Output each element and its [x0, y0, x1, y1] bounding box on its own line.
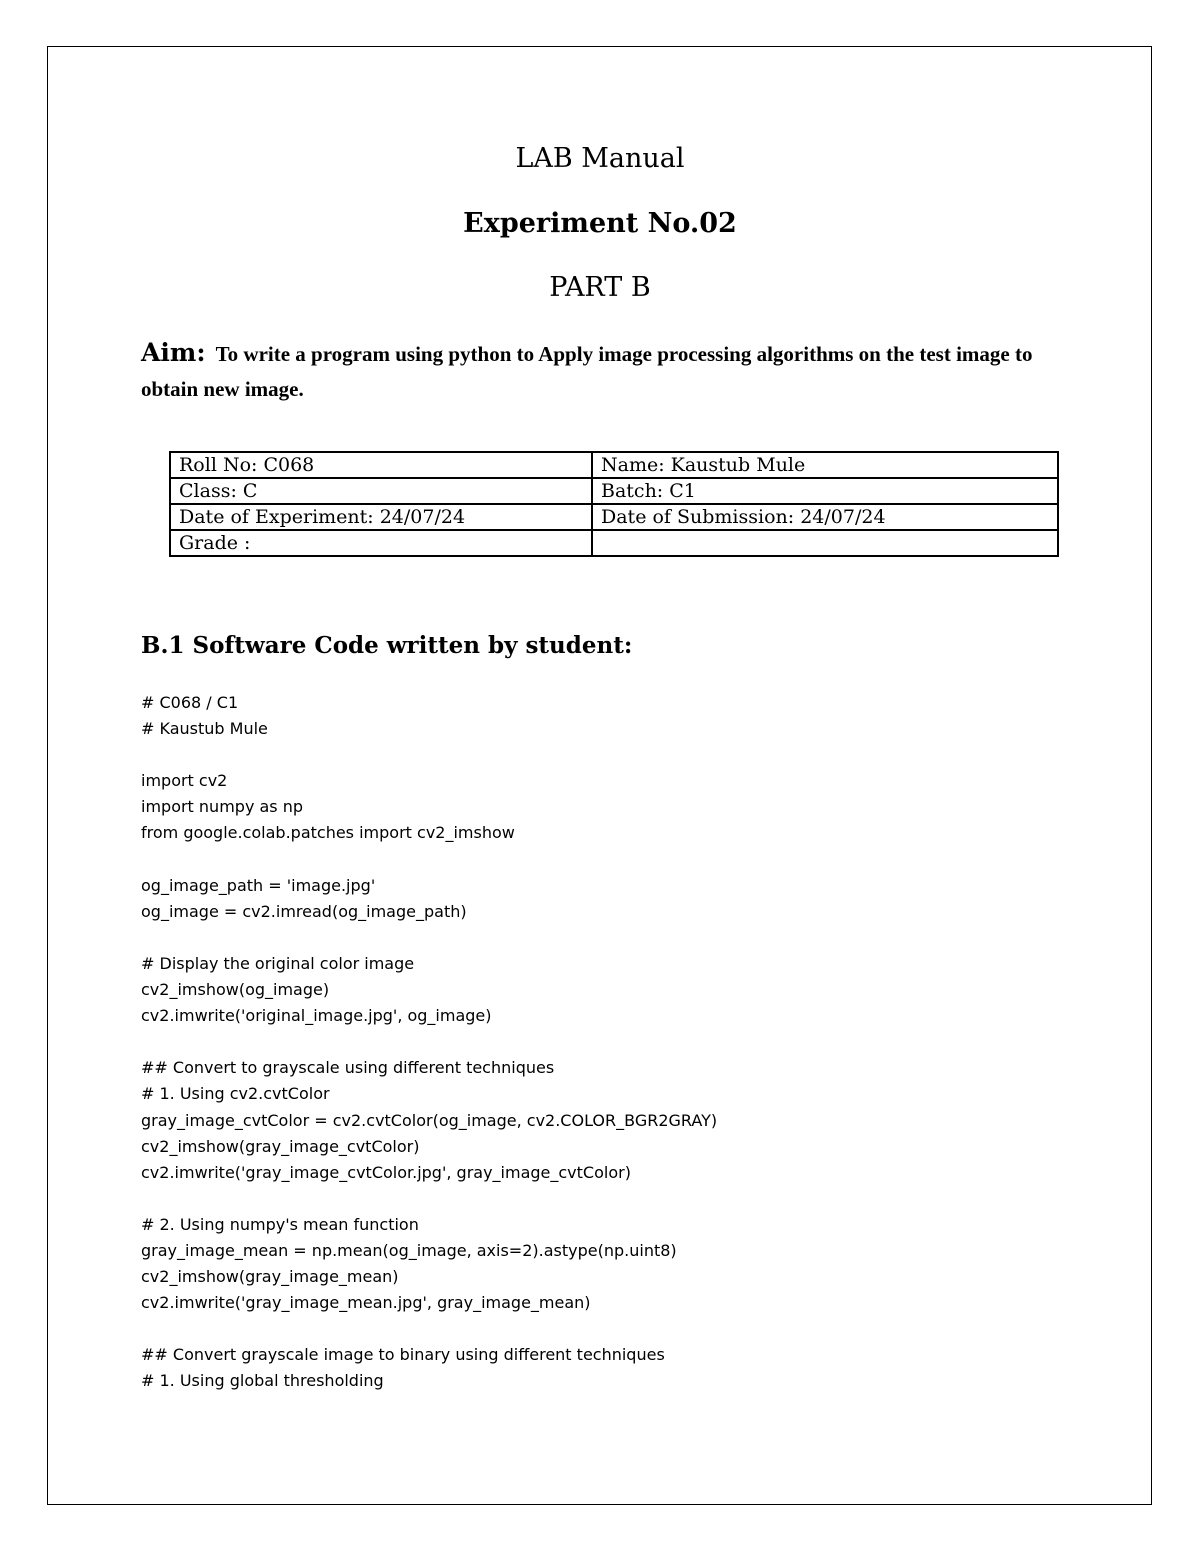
- code-line: cv2.imwrite('gray_image_cvtColor.jpg', gray_image_cvtColor): [141, 1162, 631, 1182]
- aim-label: Aim:: [141, 338, 206, 367]
- code-line: cv2.imwrite('original_image.jpg', og_image): [141, 1006, 492, 1026]
- student-info-table: [169, 451, 1059, 557]
- code-line: # 2. Using numpy's mean function: [141, 1214, 419, 1234]
- code-line: cv2_imshow(og_image): [141, 980, 330, 1000]
- code-line: # Kaustub Mule: [141, 719, 268, 739]
- code-block: [141, 690, 1101, 1395]
- code-line: gray_image_cvtColor = cv2.cvtColor(og_image, cv2.COLOR_BGR2GRAY): [141, 1110, 718, 1130]
- code-line: [141, 847, 1101, 873]
- code-line: [141, 1029, 1101, 1055]
- code-line: # Display the original color image: [141, 953, 415, 973]
- section-heading: B.1 Software Code written by student:: [141, 632, 633, 659]
- date-of-submission-cell: Date of Submission: 24/07/24: [592, 504, 1058, 530]
- code-line: # 1. Using global thresholding: [141, 1371, 384, 1391]
- code-line: cv2.imwrite('gray_image_mean.jpg', gray_image_mean): [141, 1293, 591, 1313]
- grade-value-cell: [592, 530, 1058, 556]
- code-line: from google.colab.patches import cv2_imshow: [141, 823, 515, 843]
- code-line: import numpy as np: [141, 797, 304, 817]
- code-line: [141, 1316, 1101, 1342]
- code-line: og_image = cv2.imread(og_image_path): [141, 901, 467, 921]
- code-line: [141, 925, 1101, 951]
- name-cell: Name: Kaustub Mule: [592, 452, 1058, 478]
- code-line: [141, 1186, 1101, 1212]
- table-row: [170, 452, 1058, 478]
- code-line: cv2_imshow(gray_image_cvtColor): [141, 1136, 420, 1156]
- code-line: [141, 742, 1101, 768]
- code-line: import cv2: [141, 771, 228, 791]
- code-line: gray_image_mean = np.mean(og_image, axis=2).astype(np.uint8): [141, 1240, 677, 1260]
- code-line: og_image_path = 'image.jpg': [141, 875, 376, 895]
- code-line: cv2_imshow(gray_image_mean): [141, 1267, 399, 1287]
- batch-cell: Batch: C1: [592, 478, 1058, 504]
- code-line: # C068 / C1: [141, 693, 239, 712]
- grade-cell: Grade :: [170, 530, 592, 556]
- table-row: [170, 530, 1058, 556]
- aim-paragraph: [141, 335, 1071, 407]
- table-row: [170, 478, 1058, 504]
- code-line: # 1. Using cv2.cvtColor: [141, 1084, 330, 1104]
- roll-no-cell: Roll No: C068: [170, 452, 592, 478]
- class-cell: Class: C: [170, 478, 592, 504]
- experiment-number: Experiment No.02: [463, 208, 737, 239]
- part-label: PART B: [549, 272, 651, 303]
- table-row: [170, 504, 1058, 530]
- lab-manual-title: LAB Manual: [515, 143, 685, 174]
- code-line: ## Convert to grayscale using different techniques: [141, 1058, 555, 1078]
- aim-text: To write a program using python to Apply image processing algorithms on the test image to obtain new image.: [141, 342, 1033, 401]
- code-line: ## Convert grayscale image to binary using different techniques: [141, 1345, 665, 1365]
- date-of-experiment-cell: Date of Experiment: 24/07/24: [170, 504, 592, 530]
